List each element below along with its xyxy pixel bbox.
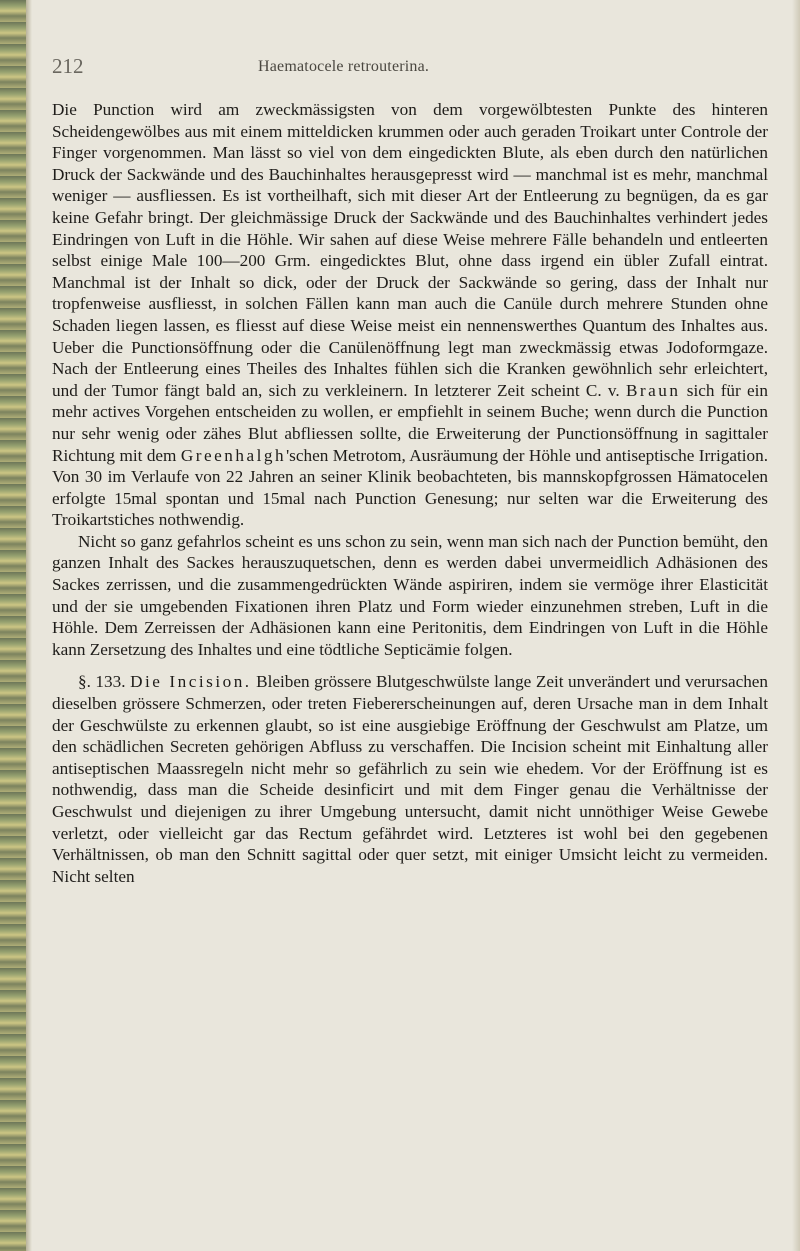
paragraph-punction <box>52 99 768 531</box>
section-number: §. 133. <box>78 672 126 692</box>
body-text <box>52 99 768 887</box>
paragraph-text: Die Punction wird am zweckmässigsten von dem vorgewölbtesten Punkte des hinteren Scheidengewölbes aus mit einem mitteldicken krummen oder auch geraden Troikart unter Controle der Finger vorgenommen. Man lässt so viel von dem eingedickten Blute, als eben durch den natürlichen Druck der Sackwände und des Bauchinhaltes herausgepresst wird — manchmal ist es mehr, manchmal weniger — ausfliessen. Es ist vortheilhaft, sich mit dieser Art der Entleerung zu begnügen, da es gar keine Gefahr bringt. Der gleichmässige Druck der Sackwände und des Bauchinhaltes verhindert jedes Eindringen von Luft in die Höhle. Wir sahen auf diese Weise mehrere Fälle behandeln und entleerten selbst einige Male 100—200 Grm. eingedicktes Blut, ohne dass irgend ein übler Zufall eintrat. Manchmal ist der Inhalt so dick, oder der Druck der Sackwände so gering, dass der Inhalt nur tropfenweise ausfliesst, in solchen Fällen kann man auch die Canüle durch mehrere Stunden ohne Schaden liegen lassen, es fliesst auf diese Weise meist ein nennenswerthes Quantum des Inhaltes aus. Ueber die Punctionsöffnung oder die Canülenöffnung legt man zweckmässig etwas Jodoformgaze. Nach der Entleerung eines Theiles des Inhaltes fühlen sich die Kranken gewöhnlich sehr erleichtert, und der Tumor fängt bald an, sich zu verkleinern. In letzterer Zeit scheint C. v. <box>52 100 768 400</box>
book-binding-edge <box>0 0 26 1251</box>
gutter-shadow <box>26 0 32 1251</box>
running-title: Haematocele retrouterina. <box>258 58 430 75</box>
author-name: Greenhalgh <box>180 445 287 465</box>
page-number: 212 <box>52 54 84 78</box>
paragraph-text: Bleiben grössere Blutgeschwülste lange Zeit unverändert und verursachen dieselben grössere Schmerzen, oder treten Fiebererscheinungen auf, deren Ursache man in dem Inhalt der Geschwülste zu erkennen glaubt, so ist eine ausgiebige Eröffnung der Geschwulst am Platze, um den schädlichen Secreten gehörigen Abfluss zu verschaffen. Die Incision scheint mit Einhaltung aller antiseptischen Maassregeln nicht mehr so gefährlich zu sein wie ehedem. Vor der Eröffnung ist es nothwendig, dass man die Scheide desinficirt und mit dem Finger genau die Verhältnisse der Geschwulst und diejenigen zu ihrer Umgebung untersucht, damit nicht unnöthiger Weise Gewebe verletzt, oder vielleicht gar das Rectum gefährdet wird. Letzteres ist wohl bei den gegebenen Verhältnissen, ob man den Schnitt sagittal oder quer setzt, mit einiger Umsicht leicht zu vermeiden. Nicht selten <box>52 672 769 886</box>
section-heading: Die Incision. <box>130 672 252 692</box>
page-header <box>52 54 772 78</box>
author-name: Braun <box>625 380 681 400</box>
paragraph-text: sich für ein mehr actives Vorgehen entscheiden zu wollen, er empfiehlt in seinem Buche; wenn durch die Punction nur sehr wenig oder zähes Blut abfliessen sollte, die Erweiterung der Punctionsöffnung in sagittaler Richtung mit dem <box>52 380 769 465</box>
page-edge <box>792 0 800 1251</box>
paragraph-incision <box>52 671 768 887</box>
paragraph-risks: Nicht so ganz gefahrlos scheint es uns schon zu sein, wenn man sich nach der Punction bemüht, den ganzen Inhalt des Sackes herauszuquetschen, denn es werden dabei unvermeidlich Adhäsionen des Sackes zerrissen, und die zusammengedrückten Wände aspiriren, indem sie vermöge ihrer Elasticität und der sie umgebenden Fixationen ihren Platz und Form wieder einzunehmen streben, Luft in die Höhle. Dem Zerreissen der Adhäsionen kann eine Peritonitis, dem Eindringen von Luft in die Höhle kann Zersetzung des Inhaltes und eine tödtliche Septicämie folgen. <box>52 531 768 659</box>
paragraph-text: 'schen Metrotom, Ausräumung der Höhle und antiseptische Irrigation. Von 30 im Verlaufe von 22 Jahren an seiner Klinik beobachteten, bis mannskopfgrossen Hämatocelen erfolgte 15mal spontan und 15mal nach Punction Genesung; nur selten war die Erweiterung des Troikartstiches nothwendig. <box>52 445 768 530</box>
